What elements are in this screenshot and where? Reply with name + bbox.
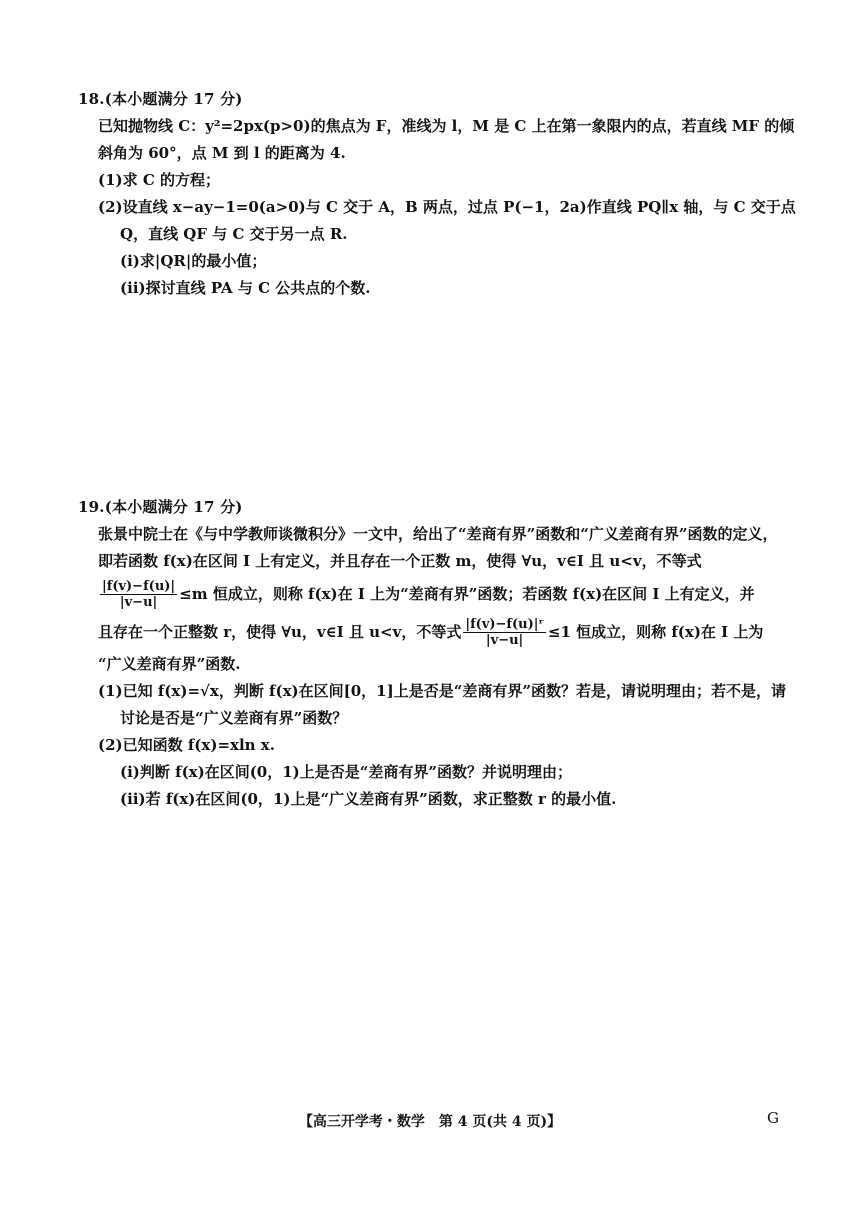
question-19 — [78, 494, 790, 813]
q19-subpart-ii: (ⅱ)若 f(x)在区间(0，1)上是“广义差商有界”函数，求正整数 r 的最小值. — [120, 790, 617, 808]
fraction-numerator: |f(v)−f(u)|ʳ — [465, 616, 544, 632]
q19-part-2: (2)已知函数 f(x)=xln x. — [98, 736, 275, 754]
difference-quotient-fraction — [100, 579, 177, 610]
q19-subpart-i: (ⅰ)判断 f(x)在区间(0，1)上是否是“差商有界”函数？并说明理由； — [120, 763, 573, 781]
q18-subpart-ii: (ⅱ)探讨直线 PA 与 C 公共点的个数. — [120, 279, 371, 297]
q19-line-3-text: ≤m 恒成立，则称 f(x)在 I 上为“差商有界”函数；若函数 f(x)在区间 I 上有定义，并 — [179, 584, 755, 603]
q19-line-4 — [78, 613, 790, 651]
q18-line-2: 斜角为 60°，点 M 到 l 的距离为 4. — [98, 144, 346, 162]
q19-line-4-text-before: 且存在一个正整数 r，使得 ∀u，v∈I 且 u<v，不等式 — [98, 622, 462, 641]
q19-line-3 — [78, 575, 790, 613]
generalized-quotient-fraction — [463, 617, 546, 648]
q18-part-1: (1)求 C 的方程； — [98, 171, 221, 189]
q19-header: 19.(本小题满分 17 分) — [78, 498, 243, 516]
fraction-numerator: |f(v)−f(u)| — [102, 578, 176, 594]
q19-part-1: (1)已知 f(x)=√x，判断 f(x)在区间[0，1]上是否是“差商有界”函数？若是，请说明理由；若不是，请 — [98, 682, 786, 700]
fraction-denominator: |v−u| — [119, 594, 158, 610]
page-footer: 【高三开学考・数学 第 4 页(共 4 页)】 — [298, 1114, 562, 1130]
q19-line-1: 张景中院士在《与中学教师谈微积分》一文中，给出了“差商有界”函数和“广义差商有界”函数的定义， — [98, 525, 778, 543]
q18-line-1: 已知抛物线 C：y²=2px(p>0)的焦点为 F，准线为 l，M 是 C 上在第一象限内的点，若直线 MF 的倾 — [98, 117, 795, 135]
q19-part-1-cont: 讨论是否是“广义差商有界”函数？ — [120, 709, 348, 727]
q19-line-5: “广义差商有界”函数. — [98, 655, 241, 673]
question-18 — [78, 86, 796, 302]
q18-header: 18.(本小题满分 17 分) — [78, 90, 243, 108]
q19-line-4-text-after: ≤1 恒成立，则称 f(x)在 I 上为 — [547, 622, 764, 641]
q19-line-2: 即若函数 f(x)在区间 I 上有定义，并且存在一个正数 m，使得 ∀u，v∈I 且 u<v，不等式 — [98, 552, 702, 570]
q18-subpart-i: (ⅰ)求|QR|的最小值； — [120, 252, 267, 270]
corner-mark: G — [767, 1109, 779, 1127]
q18-part-2: (2)设直线 x−ay−1=0(a>0)与 C 交于 A，B 两点，过点 P(−1，2a)作直线 PQ∥x 轴，与 C 交于点 — [98, 198, 796, 216]
q18-part-2-cont: Q，直线 QF 与 C 交于另一点 R. — [120, 225, 348, 243]
fraction-denominator: |v−u| — [485, 632, 524, 648]
